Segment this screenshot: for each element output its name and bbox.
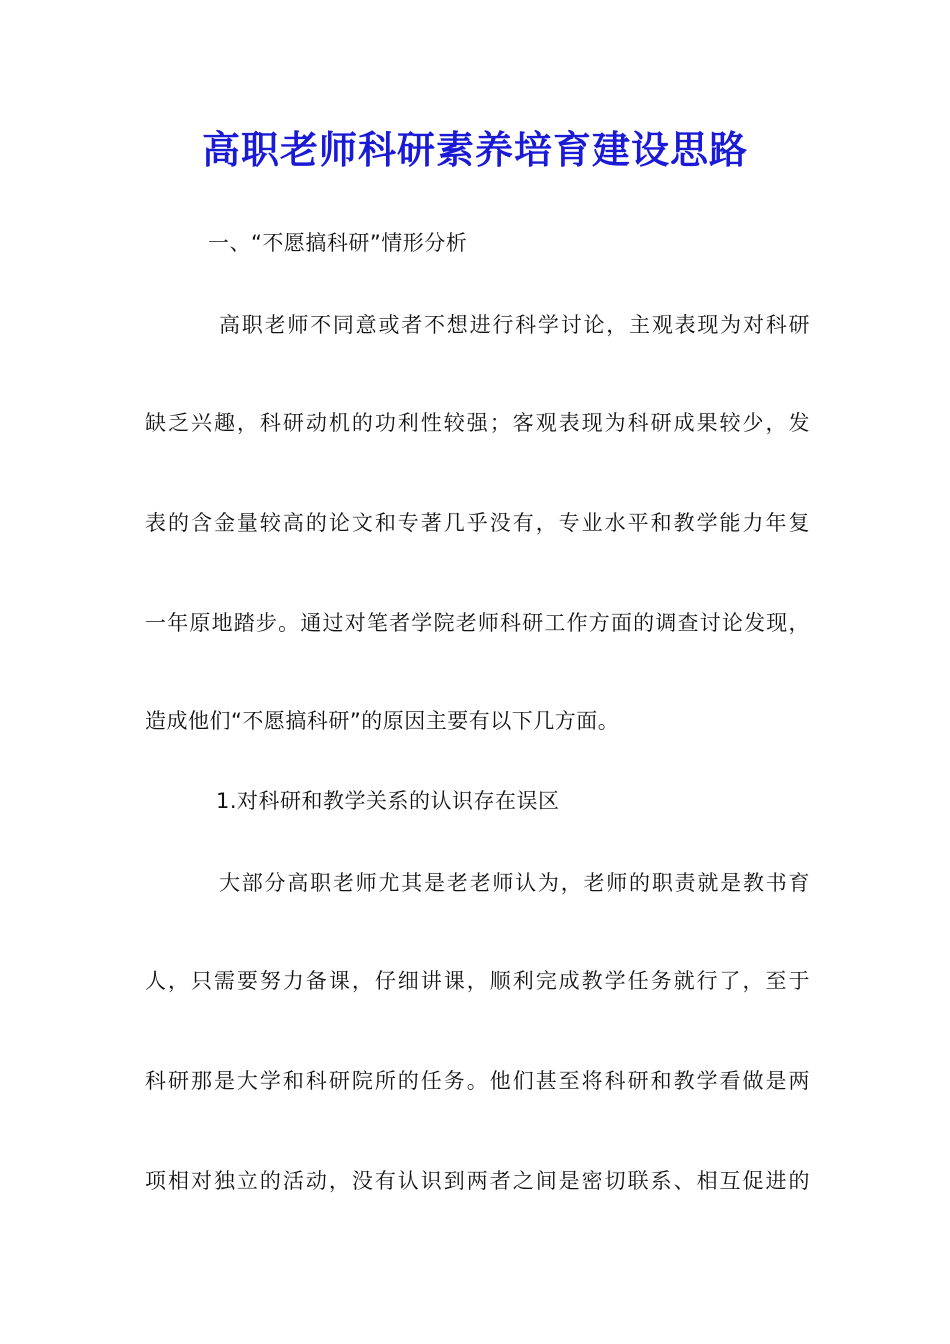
paragraph-line: 缺乏兴趣，科研动机的功利性较强；客观表现为科研成果较少，发 (145, 411, 810, 435)
paragraph-line: 人，只需要努力备课，仔细讲课，顺利完成教学任务就行了，至于 (145, 969, 810, 993)
subsection-heading: 1.对科研和教学关系的认识存在误区 (216, 789, 560, 813)
document-title: 高职老师科研素养培育建设思路 (201, 127, 748, 172)
paragraph-line: 表的含金量较高的论文和专著几乎没有，专业水平和教学能力年复 (145, 511, 810, 535)
paragraph-line: 一年原地踏步。通过对笔者学院老师科研工作方面的调查讨论发现， (145, 611, 810, 635)
paragraph-line: 大部分高职老师尤其是老老师认为，老师的职责就是教书育 (219, 871, 810, 895)
section-heading: 一、“不愿搞科研”情形分析 (208, 231, 468, 255)
paragraph-line: 科研那是大学和科研院所的任务。他们甚至将科研和教学看做是两 (145, 1069, 810, 1093)
paragraph-line: 造成他们“不愿搞科研”的原因主要有以下几方面。 (145, 709, 620, 733)
paragraph-line: 项相对独立的活动，没有认识到两者之间是密切联系、相互促进的 (145, 1169, 810, 1193)
paragraph-line: 高职老师不同意或者不想进行科学讨论，主观表现为对科研 (219, 313, 810, 337)
